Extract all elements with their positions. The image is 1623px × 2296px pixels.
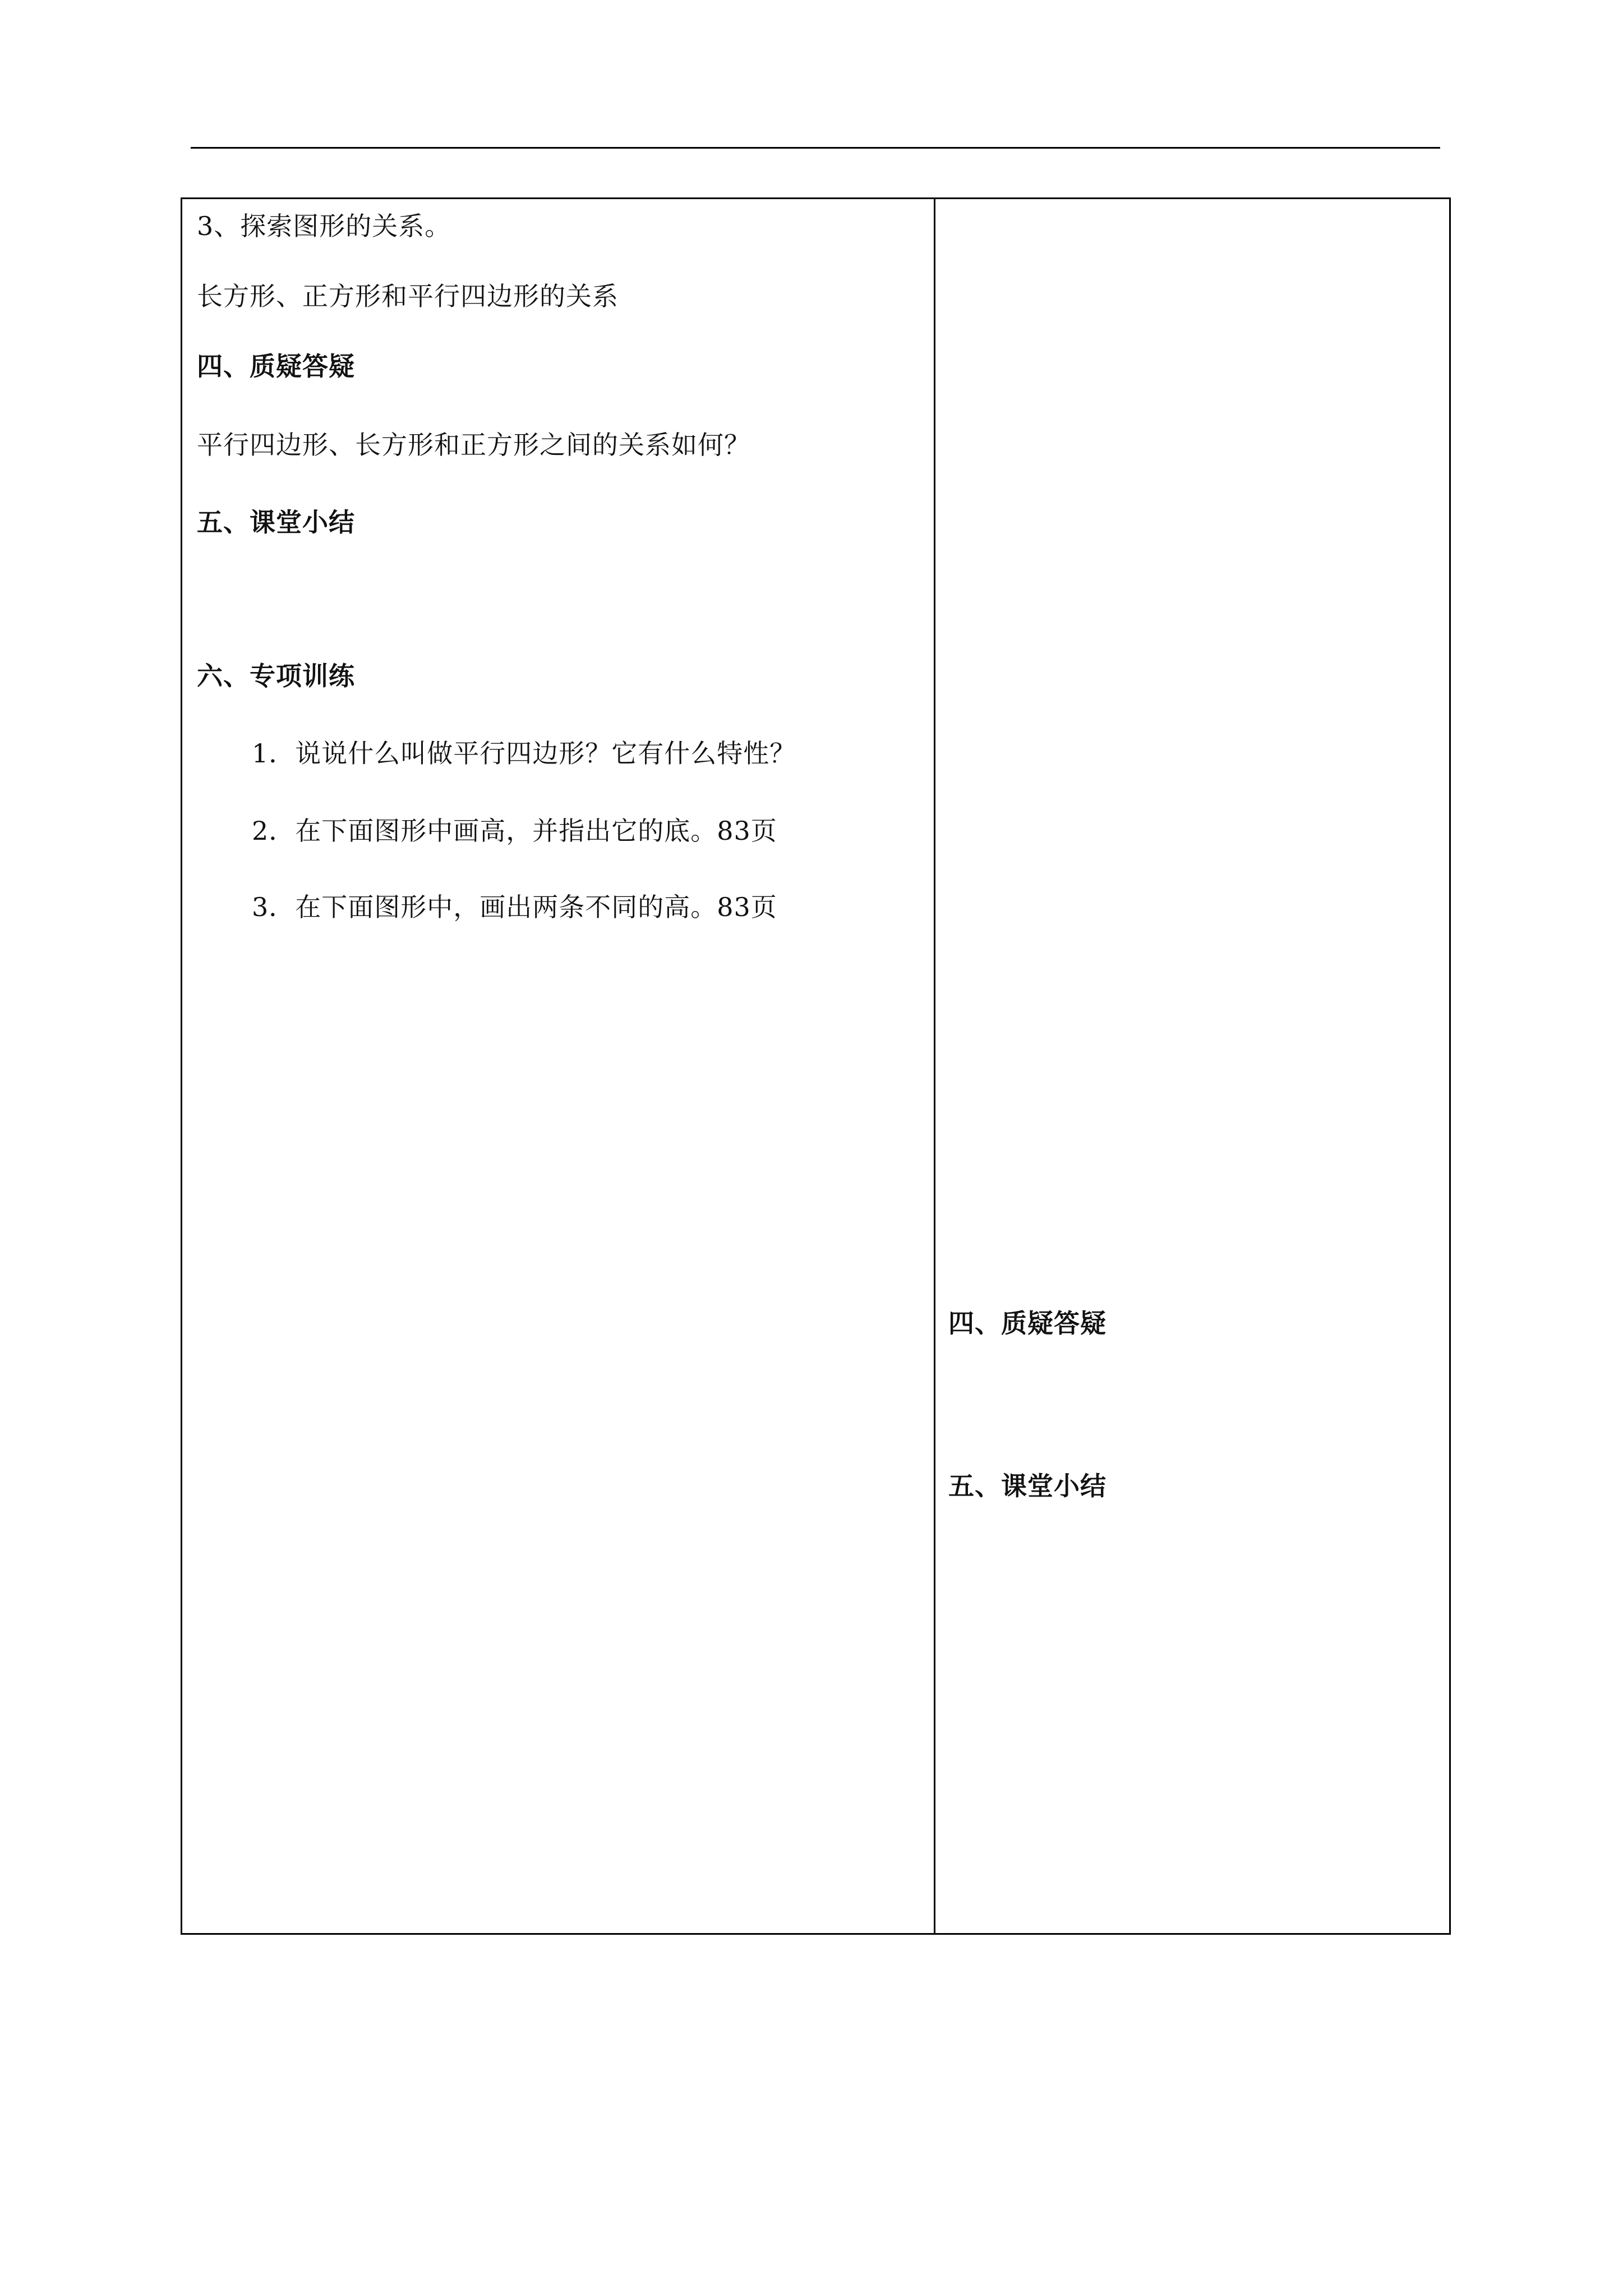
section5-heading-left: 五、课堂小结: [197, 507, 355, 537]
exercise-item-3: 3．在下面图形中，画出两条不同的高。83页: [252, 892, 777, 922]
exercise-item-2: 2．在下面图形中画高，并指出它的底。83页: [252, 816, 777, 846]
step3-body: 长方形、正方形和平行四边形的关系: [197, 281, 619, 311]
section4-heading-right: 四、质疑答疑: [948, 1308, 1106, 1338]
lesson-table: [181, 197, 1451, 1935]
section4-heading-left: 四、质疑答疑: [197, 351, 355, 381]
column-divider: [934, 199, 935, 1933]
exercise-item-1: 1．说说什么叫做平行四边形？它有什么特性？: [252, 738, 796, 769]
section6-heading: 六、专项训练: [197, 661, 355, 691]
header-rule: [191, 147, 1440, 149]
step3-title: 3、探索图形的关系。: [197, 211, 451, 241]
section5-heading-right: 五、课堂小结: [948, 1471, 1106, 1501]
section4-question: 平行四边形、长方形和正方形之间的关系如何？: [197, 430, 750, 460]
